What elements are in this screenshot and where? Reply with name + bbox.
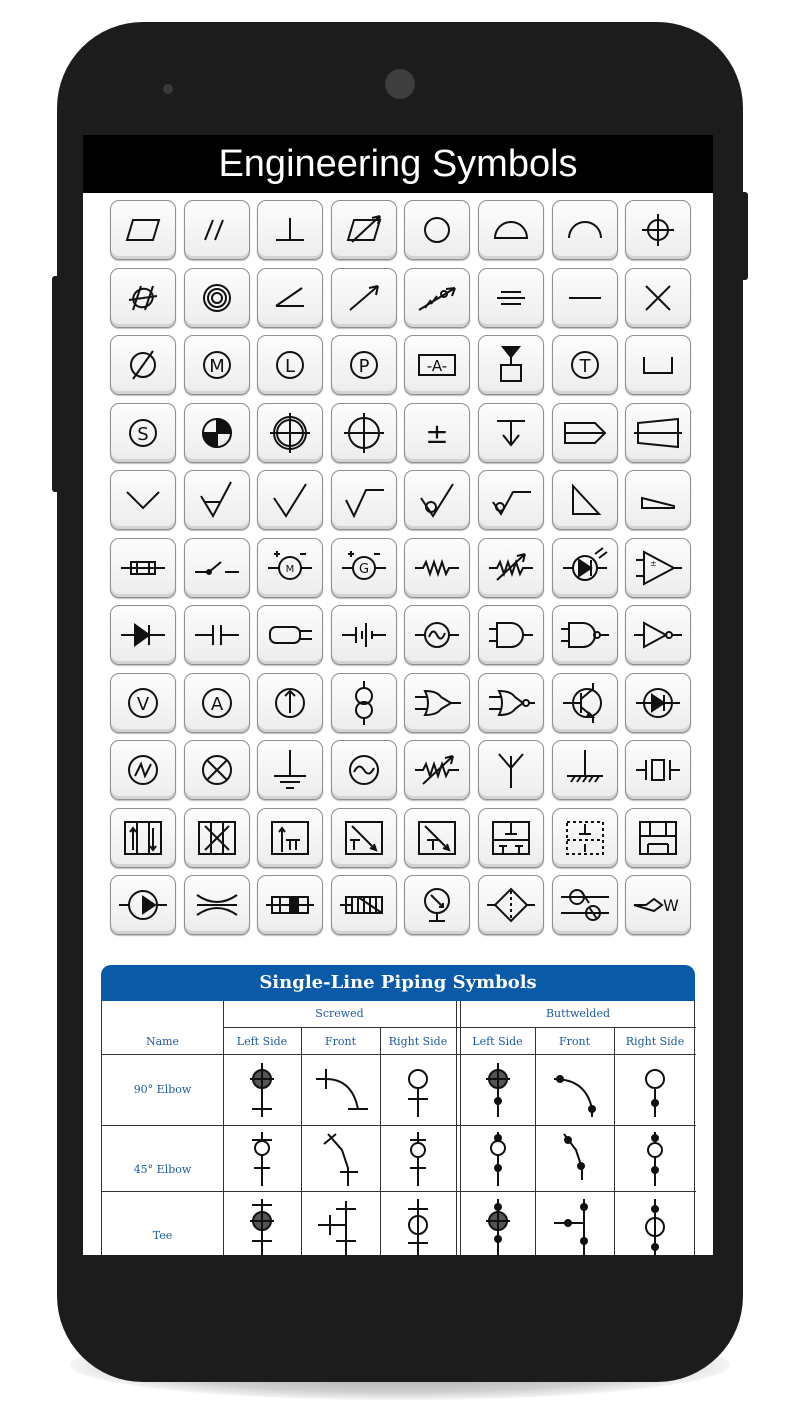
multiply-key[interactable] (625, 268, 691, 328)
profile-of-surface-key[interactable] (478, 200, 544, 260)
svg-text:T: T (579, 356, 591, 377)
row-name: 90° Elbow (133, 1083, 192, 1096)
plus-minus-key[interactable] (404, 403, 470, 463)
flow-control-icon (191, 881, 243, 929)
group-screwed: Screwed (315, 1007, 364, 1020)
column-header: Name (145, 1035, 180, 1048)
angularity-icon (264, 274, 316, 322)
perpendicularity-key[interactable] (257, 200, 323, 260)
symmetry-icon (485, 274, 537, 322)
symmetry-key[interactable] (478, 268, 544, 328)
transformer-icon (338, 679, 390, 727)
flatness-icon (117, 206, 169, 254)
diameter-icon (117, 341, 169, 389)
not-gate-icon (632, 611, 684, 659)
column-header: Right Side (388, 1035, 448, 1048)
surface-extended-key[interactable] (331, 470, 397, 530)
svg-text:P: P (358, 356, 370, 377)
depth-icon (485, 409, 537, 457)
parallelism-key[interactable] (184, 200, 250, 260)
true-position-key[interactable] (625, 200, 691, 260)
battery-icon (338, 611, 390, 659)
conical-taper-icon (559, 409, 611, 457)
ac-supply-key[interactable] (331, 740, 397, 800)
counterbore-icon (632, 341, 684, 389)
elbow-45-buttwelded-left-icon (468, 1128, 528, 1192)
dashed-port-key[interactable] (552, 808, 618, 868)
svg-text:A: A (210, 693, 223, 715)
projected-tolerance-icon (338, 341, 390, 389)
elbow-45-screwed-front-icon (312, 1128, 372, 1192)
triangle-key[interactable] (552, 470, 618, 530)
svg-text:L: L (285, 356, 296, 377)
pressure-gauge-key[interactable] (404, 875, 470, 935)
amplifier-icon (632, 544, 684, 592)
front-camera (385, 69, 415, 99)
generator-key[interactable] (331, 538, 397, 598)
voltmeter-key[interactable] (110, 673, 176, 733)
potentiometer-icon (411, 746, 463, 794)
multiply-icon (632, 274, 684, 322)
variable-resistor-icon (485, 544, 537, 592)
tangent-plane-icon (559, 341, 611, 389)
switch-key[interactable] (184, 538, 250, 598)
mmc-key[interactable] (184, 335, 250, 395)
nor-gate-icon (485, 679, 537, 727)
antenna-icon (485, 746, 537, 794)
resistor-icon (411, 544, 463, 592)
datum-target-icon (485, 341, 537, 389)
app-title: Engineering Symbols (218, 143, 578, 185)
lamp-key[interactable] (184, 740, 250, 800)
all-around-surface-key[interactable] (478, 470, 544, 530)
speaker (163, 84, 173, 94)
ammeter-icon (191, 679, 243, 727)
diode-icon (117, 611, 169, 659)
group-buttwelded: Buttwelded (545, 1007, 611, 1020)
two-way-valve-icon (117, 814, 169, 862)
lmc-icon (264, 341, 316, 389)
pump-icon (117, 881, 169, 929)
three-port-icon (485, 814, 537, 862)
voltmeter-icon (117, 679, 169, 727)
elbow-45-buttwelded-right-icon (625, 1128, 685, 1192)
two-way-valve-key[interactable] (110, 808, 176, 868)
fuse-icon (117, 544, 169, 592)
target-point-key[interactable] (257, 403, 323, 463)
nand-gate-key[interactable] (552, 605, 618, 665)
resistor-key[interactable] (404, 538, 470, 598)
nand-gate-icon (559, 611, 611, 659)
galvanometer-key[interactable] (257, 673, 323, 733)
diameter-key[interactable] (110, 335, 176, 395)
slope-key[interactable] (625, 403, 691, 463)
svg-text:G: G (358, 561, 369, 577)
capacitor-key[interactable] (184, 605, 250, 665)
tee-buttwelded-left-icon (468, 1197, 528, 1255)
table-title: Single-Line Piping Symbols (101, 965, 695, 1001)
counterbore-key[interactable] (625, 335, 691, 395)
pressure-gauge-icon (411, 881, 463, 929)
column-header: Left Side (472, 1035, 523, 1048)
filter-key[interactable] (478, 875, 544, 935)
projected-tolerance-key[interactable] (331, 335, 397, 395)
column-header: Left Side (236, 1035, 288, 1048)
column-header: Front (558, 1035, 591, 1048)
piping-symbols-table (101, 965, 696, 1255)
elbow-90-buttwelded-left-icon (468, 1059, 528, 1123)
angularity-key[interactable] (257, 268, 323, 328)
target-point-icon (264, 409, 316, 457)
center-of-gravity-icon (191, 409, 243, 457)
divider (535, 1027, 536, 1255)
machining-required-icon (191, 476, 243, 524)
column-header: Front (324, 1035, 357, 1048)
amplifier-key[interactable] (625, 538, 691, 598)
earth-ground-key[interactable] (257, 740, 323, 800)
surface-extended-icon (338, 476, 390, 524)
or-gate-icon (411, 679, 463, 727)
check-port-key[interactable] (331, 808, 397, 868)
transistor-key[interactable] (552, 673, 618, 733)
tee-screwed-right-icon (388, 1197, 448, 1255)
perpendicularity-icon (264, 206, 316, 254)
row-name: 45° Elbow (133, 1163, 192, 1176)
position-key[interactable] (331, 200, 397, 260)
svg-text:±: ± (650, 558, 657, 568)
divider (301, 1027, 302, 1255)
svg-text:W: W (663, 896, 679, 915)
elbow-90-screwed-left-icon (232, 1059, 292, 1123)
machining-prohibited-icon (411, 476, 463, 524)
divider (614, 1027, 615, 1255)
chassis-ground-icon (559, 746, 611, 794)
tee-buttwelded-right-icon (625, 1197, 685, 1255)
plug-key[interactable] (257, 605, 323, 665)
crystal-icon (632, 746, 684, 794)
port-block-key[interactable] (257, 808, 323, 868)
spherical-icon (117, 409, 169, 457)
tee-screwed-left-icon (232, 1197, 292, 1255)
concentricity-icon (191, 274, 243, 322)
basic-surface-key[interactable] (257, 470, 323, 530)
conical-taper-key[interactable] (552, 403, 618, 463)
led-key[interactable] (552, 538, 618, 598)
basic-surface-icon (264, 476, 316, 524)
lmc-key[interactable] (257, 335, 323, 395)
ac-source-icon (411, 611, 463, 659)
datum-feature-icon (411, 341, 463, 389)
closed-center-icon (632, 814, 684, 862)
app-bar (83, 135, 713, 193)
plug-icon (264, 611, 316, 659)
not-gate-key[interactable] (625, 605, 691, 665)
three-port-key[interactable] (478, 808, 544, 868)
total-runout-icon (411, 274, 463, 322)
ac-supply-icon (338, 746, 390, 794)
ammeter-key[interactable] (184, 673, 250, 733)
dashed-port-icon (559, 814, 611, 862)
straightness-icon (559, 274, 611, 322)
nor-gate-key[interactable] (478, 673, 544, 733)
elbow-90-screwed-front-icon (312, 1059, 372, 1123)
antenna-key[interactable] (478, 740, 544, 800)
svg-text:-A-: -A- (427, 357, 448, 375)
battery-key[interactable] (331, 605, 397, 665)
earth-ground-icon (264, 746, 316, 794)
column-header: Right Side (625, 1035, 685, 1048)
total-runout-key[interactable] (404, 268, 470, 328)
pump-key[interactable] (110, 875, 176, 935)
tee-buttwelded-front-icon (546, 1197, 606, 1255)
all-around-surface-icon (485, 476, 537, 524)
machining-required-key[interactable] (184, 470, 250, 530)
surface-texture-key[interactable] (110, 470, 176, 530)
motor-key[interactable] (257, 538, 323, 598)
photodiode-icon (632, 679, 684, 727)
divider (380, 1027, 381, 1255)
diode-key[interactable] (110, 605, 176, 665)
phone-screen (83, 135, 713, 1255)
divider (456, 1001, 457, 1255)
ac-generator-key[interactable] (110, 740, 176, 800)
elbow-90-screwed-right-icon (388, 1059, 448, 1123)
plus-minus-icon (411, 409, 463, 457)
elbow-90-buttwelded-front-icon (546, 1059, 606, 1123)
filter-icon (485, 881, 537, 929)
svg-text:±: ± (425, 416, 450, 450)
divider (102, 1054, 696, 1055)
elbow-45-screwed-left-icon (232, 1128, 292, 1192)
variable-resistor-key[interactable] (478, 538, 544, 598)
transformer-key[interactable] (331, 673, 397, 733)
circular-runout-key[interactable] (331, 268, 397, 328)
tangent-plane-key[interactable] (552, 335, 618, 395)
circular-runout-icon (338, 274, 390, 322)
mmc-icon (191, 341, 243, 389)
cylindricity-key[interactable] (110, 268, 176, 328)
tee-screwed-front-icon (312, 1197, 372, 1255)
circularity-key[interactable] (404, 200, 470, 260)
elbow-90-buttwelded-right-icon (625, 1059, 685, 1123)
fuse-key[interactable] (110, 538, 176, 598)
svg-text:M: M (208, 356, 225, 377)
spherical-key[interactable] (110, 403, 176, 463)
or-gate-key[interactable] (404, 673, 470, 733)
flow-control-key[interactable] (184, 875, 250, 935)
transistor-icon (559, 679, 611, 727)
spring-cylinder-key[interactable] (331, 875, 397, 935)
scroll-content[interactable] (83, 193, 713, 1255)
elbow-45-buttwelded-front-icon (546, 1128, 606, 1192)
divider (223, 1027, 696, 1028)
closed-center-key[interactable] (625, 808, 691, 868)
machining-prohibited-key[interactable] (404, 470, 470, 530)
parallelism-icon (191, 206, 243, 254)
capacitor-icon (191, 611, 243, 659)
generator-icon (338, 544, 390, 592)
divider (102, 1125, 696, 1126)
direction-valve-icon (411, 814, 463, 862)
lamp-icon (191, 746, 243, 794)
and-gate-key[interactable] (478, 605, 544, 665)
cylindricity-icon (117, 274, 169, 322)
surface-texture-icon (117, 476, 169, 524)
and-gate-icon (485, 611, 537, 659)
position-icon (338, 206, 390, 254)
table-body (101, 1001, 695, 1255)
straightness-key[interactable] (552, 268, 618, 328)
ac-generator-icon (117, 746, 169, 794)
target-circle-key[interactable] (331, 403, 397, 463)
crystal-key[interactable] (625, 740, 691, 800)
spring-icon (632, 881, 684, 929)
profile-of-surface-icon (485, 206, 537, 254)
chassis-ground-key[interactable] (552, 740, 618, 800)
direction-valve-key[interactable] (404, 808, 470, 868)
switch-icon (191, 544, 243, 592)
heat-exchanger-key[interactable] (552, 875, 618, 935)
cylinder-icon (264, 881, 316, 929)
elbow-45-screwed-right-icon (388, 1128, 448, 1192)
depth-key[interactable] (478, 403, 544, 463)
slope-icon (632, 409, 684, 457)
true-position-icon (632, 206, 684, 254)
photodiode-key[interactable] (625, 673, 691, 733)
wedge-icon (632, 476, 684, 524)
flatness-key[interactable] (110, 200, 176, 260)
datum-target-key[interactable] (478, 335, 544, 395)
circularity-icon (411, 206, 463, 254)
crossed-valve-key[interactable] (184, 808, 250, 868)
profile-of-line-key[interactable] (552, 200, 618, 260)
spring-key[interactable] (625, 875, 691, 935)
heat-exchanger-icon (559, 881, 611, 929)
target-circle-icon (338, 409, 390, 457)
potentiometer-key[interactable] (404, 740, 470, 800)
spring-cylinder-icon (338, 881, 390, 929)
galvanometer-icon (264, 679, 316, 727)
port-block-icon (264, 814, 316, 862)
svg-text:V: V (136, 693, 150, 715)
profile-of-line-icon (559, 206, 611, 254)
wedge-key[interactable] (625, 470, 691, 530)
concentricity-key[interactable] (184, 268, 250, 328)
check-port-icon (338, 814, 390, 862)
center-of-gravity-key[interactable] (184, 403, 250, 463)
symbol-grid (110, 200, 690, 935)
triangle-icon (559, 476, 611, 524)
ac-source-key[interactable] (404, 605, 470, 665)
crossed-valve-icon (191, 814, 243, 862)
datum-feature-key[interactable] (404, 335, 470, 395)
motor-icon (264, 544, 316, 592)
led-icon (559, 544, 611, 592)
cylinder-key[interactable] (257, 875, 323, 935)
svg-text:S: S (137, 423, 149, 445)
row-name: Tee (152, 1229, 173, 1242)
svg-text:M: M (285, 563, 295, 575)
